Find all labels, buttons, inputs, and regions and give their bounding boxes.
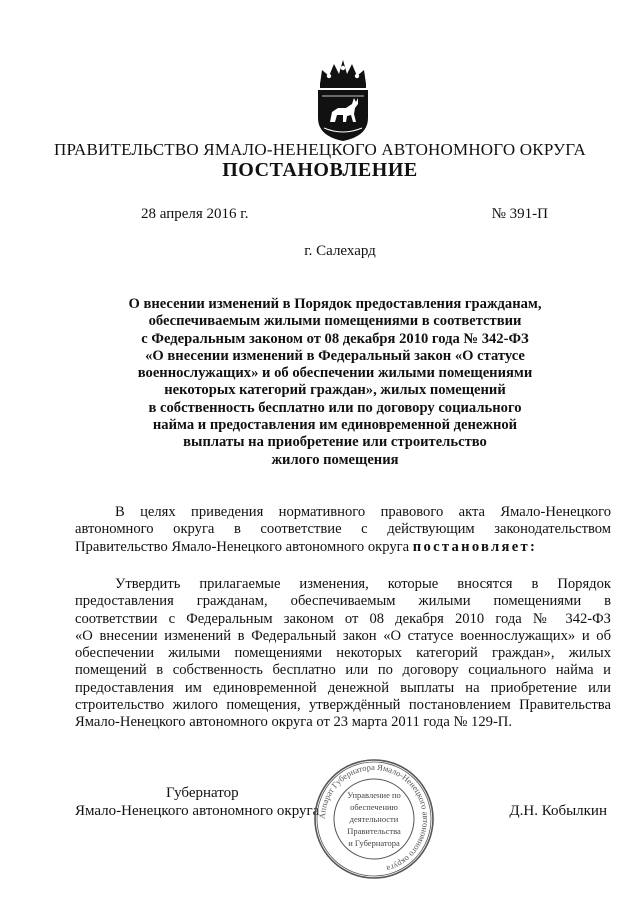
document-city: г. Салехард (304, 243, 376, 259)
main-paragraph (75, 576, 611, 732)
official-stamp (312, 757, 436, 881)
intro-subject-text: Правительство Ямало-Ненецкого автономного округа (75, 538, 410, 555)
intro-line (75, 539, 611, 556)
subject-line: в собственность бесплатно или по договору социального (148, 399, 522, 416)
signatory-region: Ямало-Ненецкого автономного округа (75, 803, 320, 819)
stamp-center-line: деятельности (349, 814, 399, 824)
intro-decree-word: постановляет: (412, 538, 538, 555)
document-type: ПОСТАНОВЛЕНИЕ (222, 159, 418, 181)
body-line: «О внесении изменений в Федеральный закон «О статусе военнослужащих» и об (75, 627, 611, 644)
body-line: помещений в собственность бесплатно или по договору социального найма и (75, 662, 611, 679)
stamp-center-line: Правительства (347, 826, 401, 836)
intro-paragraph (75, 504, 611, 556)
subject-line: обеспечиваемым жилыми помещениями в соответствии (148, 313, 522, 330)
subject-line: «О внесении изменений в Федеральный закон «О статусе (145, 347, 525, 364)
body-line: соответствии с Федеральным законом от 08 декабря 2010 года № 342-ФЗ (75, 610, 611, 627)
body-line: обеспечении жилыми помещениями некоторых категорий граждан», жилых (75, 645, 611, 662)
subject-line: выплаты на приобретение или строительство (183, 434, 487, 451)
government-title: ПРАВИТЕЛЬСТВО ЯМАЛО-НЕНЕЦКОГО АВТОНОМНОГО ОКРУГА (54, 140, 586, 159)
stamp-ring-text: Аппарат Губернатора Ямало-Ненецкого автономного округа (316, 761, 432, 875)
body-line: предоставления гражданам, обеспечиваемым жилыми помещениями в (75, 593, 611, 610)
body-line: Ямало-Ненецкого автономного округа от 23 марта 2011 года № 129-П. (75, 714, 512, 731)
coat-of-arms-icon (312, 56, 374, 142)
subject-line: военнослужащих» и об обеспечении жилыми помещениями (137, 365, 533, 382)
subject-line: с Федеральным законом от 08 декабря 2010 года № 342-ФЗ (141, 330, 529, 347)
document-number: № 391-П (491, 206, 548, 222)
body-line: строительство жилого помещения, утверждённый постановлением Правительства (75, 697, 611, 714)
stamp-center-line: обеспечению (350, 802, 398, 812)
stamp-center-line: Управление по (347, 790, 401, 800)
document-date: 28 апреля 2016 г. (141, 206, 249, 222)
body-line: Утвердить прилагаемые изменения, которые вносятся в Порядок (115, 576, 611, 592)
subject-line: жилого помещения (271, 451, 399, 468)
signatory-title: Губернатор (166, 785, 239, 801)
intro-line: автономного округа в соответствие с действующим законодательством (75, 521, 611, 538)
body-line: предоставления им единовременной денежной выплаты на приобретение или (75, 679, 611, 696)
subject-line: О внесении изменений в Порядок предоставления гражданам, (128, 296, 542, 312)
intro-line: В целях приведения нормативного правового акта Ямало-Ненецкого (115, 504, 611, 520)
subject-line: некоторых категорий граждан», жилых помещений (164, 382, 506, 399)
stamp-center-line: и Губернатора (348, 838, 400, 848)
subject-line: найма и предоставления им единовременной денежной (152, 417, 518, 434)
document-subject (100, 296, 570, 469)
signatory-name: Д.Н. Кобылкин (509, 803, 607, 819)
